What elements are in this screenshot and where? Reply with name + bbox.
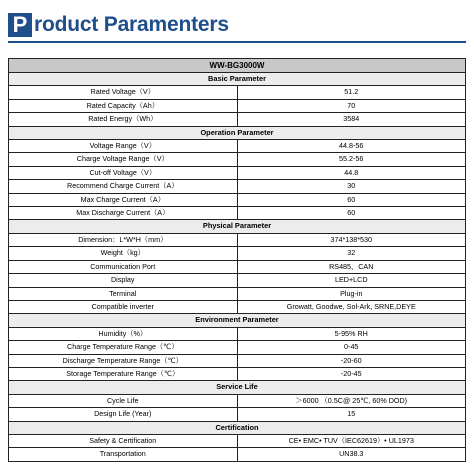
table-row <box>9 233 466 246</box>
parameter-value: 3584 <box>237 113 466 126</box>
parameter-value: Growatt, Goodwe, Sol-Ark, SRNE,DEYE <box>237 300 466 313</box>
section-header-row <box>9 421 466 434</box>
model-row <box>9 59 466 73</box>
parameter-value: 51.2 <box>237 86 466 99</box>
parameter-label: Transportation <box>9 448 238 461</box>
table-row <box>9 153 466 166</box>
section-title: Basic Parameter <box>9 73 466 86</box>
table-row <box>9 86 466 99</box>
parameter-label: Voltage Range（V） <box>9 140 238 153</box>
table-row <box>9 341 466 354</box>
parameter-value: LED+LCD <box>237 274 466 287</box>
parameter-label: Cycle Life <box>9 394 238 407</box>
parameter-label: Recommend Charge Current（A） <box>9 180 238 193</box>
parameter-label: Dimension：L*W*H（mm） <box>9 233 238 246</box>
section-header-row <box>9 220 466 233</box>
parameter-value: 0-45 <box>237 341 466 354</box>
parameter-value: 44.8 <box>237 166 466 179</box>
parameter-label: Communication Port <box>9 260 238 273</box>
section-title: Operation Parameter <box>9 126 466 139</box>
parameter-label: Cut-off Voltage（V） <box>9 166 238 179</box>
table-row <box>9 448 466 461</box>
parameter-value: 15 <box>237 408 466 421</box>
parameter-label: Weight（kg） <box>9 247 238 260</box>
parameter-value: 374*138*530 <box>237 233 466 246</box>
table-row <box>9 193 466 206</box>
table-row <box>9 408 466 421</box>
title-underline <box>8 41 466 43</box>
parameter-value: 55.2-56 <box>237 153 466 166</box>
parameter-value: ＞6000 （0.5C@ 25℃, 60% DOD) <box>237 394 466 407</box>
section-title: Environment Parameter <box>9 314 466 327</box>
parameter-value: 70 <box>237 99 466 112</box>
section-header-row <box>9 126 466 139</box>
parameter-value: 32 <box>237 247 466 260</box>
table-row <box>9 287 466 300</box>
page-title: roduct Paramenters <box>34 13 229 36</box>
table-row <box>9 367 466 380</box>
table-row <box>9 354 466 367</box>
table-row <box>9 140 466 153</box>
parameter-label: Terminal <box>9 287 238 300</box>
table-row <box>9 434 466 447</box>
parameter-value: UN38.3 <box>237 448 466 461</box>
table-row <box>9 166 466 179</box>
table-row <box>9 99 466 112</box>
parameter-value: 30 <box>237 180 466 193</box>
parameter-label: Rated Energy（Wh） <box>9 113 238 126</box>
section-title: Service Life <box>9 381 466 394</box>
parameters-table-body <box>9 59 466 462</box>
model-name: WW-BG3000W <box>9 59 466 73</box>
table-row <box>9 394 466 407</box>
table-row <box>9 300 466 313</box>
section-header-row <box>9 314 466 327</box>
parameter-value: RS485、CAN <box>237 260 466 273</box>
parameter-label: Compatible inverter <box>9 300 238 313</box>
parameter-label: Design Life (Year) <box>9 408 238 421</box>
parameter-value: 60 <box>237 207 466 220</box>
table-row <box>9 247 466 260</box>
parameter-label: Max Charge Current（A） <box>9 193 238 206</box>
parameter-value: 60 <box>237 193 466 206</box>
parameter-value: 5-95% RH <box>237 327 466 340</box>
parameter-label: Discharge Temperature Range（℃） <box>9 354 238 367</box>
section-header-row <box>9 73 466 86</box>
table-row <box>9 207 466 220</box>
parameter-label: Rated Capacity（Ah） <box>9 99 238 112</box>
table-row <box>9 327 466 340</box>
parameter-value: -20-60 <box>237 354 466 367</box>
table-row <box>9 260 466 273</box>
title-initial-badge: P <box>8 13 32 37</box>
parameter-label: Display <box>9 274 238 287</box>
parameter-value: -20-45 <box>237 367 466 380</box>
section-title: Physical Parameter <box>9 220 466 233</box>
parameter-label: Humidity（%） <box>9 327 238 340</box>
parameter-label: Safety & Certification <box>9 434 238 447</box>
parameter-value: Plug-in <box>237 287 466 300</box>
section-header-row <box>9 381 466 394</box>
parameter-label: Charge Voltage Range（V） <box>9 153 238 166</box>
parameter-value: 44.8-56 <box>237 140 466 153</box>
parameter-label: Storage Temperature Range（℃） <box>9 367 238 380</box>
table-row <box>9 113 466 126</box>
parameter-label: Rated Voltage（V） <box>9 86 238 99</box>
parameter-label: Charge Temperature Range（℃） <box>9 341 238 354</box>
section-title: Certification <box>9 421 466 434</box>
parameter-value: CE• EMC• TUV（IEC62619）• UL1973 <box>237 434 466 447</box>
page-header <box>8 8 466 40</box>
table-row <box>9 274 466 287</box>
parameters-table <box>8 58 466 462</box>
table-row <box>9 180 466 193</box>
parameter-label: Max Discharge Current（A） <box>9 207 238 220</box>
